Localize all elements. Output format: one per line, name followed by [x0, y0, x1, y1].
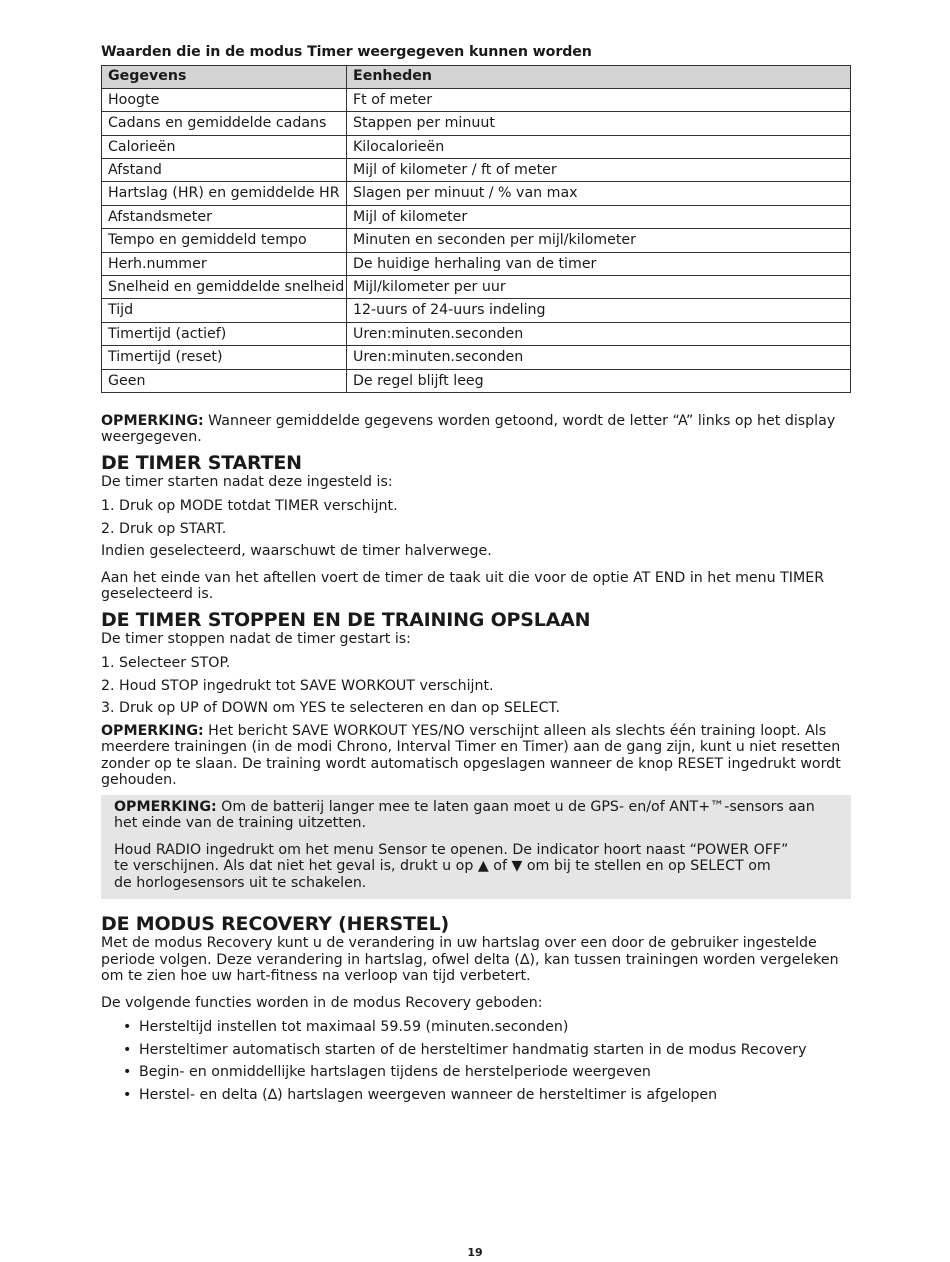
- heading-recovery-mode: DE MODUS RECOVERY (HERSTEL): [101, 913, 449, 936]
- table-row: [102, 182, 851, 205]
- list-item: 2. Houd STOP ingedrukt tot SAVE WORKOUT verschijnt.: [101, 677, 494, 694]
- heading-timer-start: DE TIMER STARTEN: [101, 451, 302, 474]
- recovery-functions-intro: De volgende functies worden in de modus Recovery geboden:: [101, 994, 543, 1011]
- table-cell: Cadans en gemiddelde cadans: [102, 112, 347, 135]
- table-cell: Mijl of kilometer / ft of meter: [347, 159, 851, 182]
- note-text: Wanneer gemiddelde gegevens worden getoond, wordt de letter “A” links op het display weergegeven.: [101, 412, 836, 446]
- timer-start-intro: De timer starten nadat deze ingesteld is:: [101, 473, 393, 490]
- list-item: • Hersteltijd instellen tot maximaal 59.59 (minuten.seconden): [123, 1019, 851, 1036]
- table-cell: Mijl/kilometer per uur: [347, 276, 851, 299]
- table-cell: Tijd: [102, 299, 347, 322]
- table-row: [102, 205, 851, 228]
- table-cell: Afstand: [102, 159, 347, 182]
- table-cell: Afstandsmeter: [102, 205, 347, 228]
- timer-start-at-end-text: Aan het einde van het aftellen voert de timer de taak uit die voor de optie AT END in het menu TIMER geselecteerd is.: [101, 569, 825, 603]
- table-cell: De regel blijft leeg: [347, 369, 851, 392]
- table-cell: Timertijd (actief): [102, 322, 347, 345]
- table-cell: Ft of meter: [347, 88, 851, 111]
- table-row: [102, 299, 851, 322]
- text-line: de horlogesensors uit te schakelen.: [114, 874, 367, 891]
- table-cell: Uren:minuten.seconden: [347, 346, 851, 369]
- timer-stop-steps: [101, 655, 851, 717]
- recovery-intro: Met de modus Recovery kunt u de verandering in uw hartslag over een door de gebruiker ingestelde periode volgen. Deze verandering in hartslag, ofwel delta (∆), kan tussen trainingen worden vergeleken om te zien hoe uw hart-fitness na verloop van tijd verbetert.: [101, 935, 839, 985]
- table-cell: Kilocalorieën: [347, 135, 851, 158]
- recovery-functions-list: [101, 1019, 851, 1103]
- note-label: OPMERKING:: [101, 412, 204, 429]
- table-cell: Herh.nummer: [102, 252, 347, 275]
- table-cell: Tempo en gemiddeld tempo: [102, 229, 347, 252]
- list-item: 1. Druk op MODE totdat TIMER verschijnt.: [101, 498, 398, 515]
- text-line: te verschijnen. Als dat niet het geval is, drukt u op ▲ of ▼ om bij te stellen en op SELECT om: [114, 858, 771, 875]
- list-item: 2. Druk op START.: [101, 520, 227, 537]
- note-save-workout: [101, 723, 851, 789]
- table-row: [102, 276, 851, 299]
- timer-start-halfway-text: Indien geselecteerd, waarschuwt de timer halverwege.: [101, 543, 492, 560]
- column-header: Gegevens: [102, 65, 347, 88]
- table-row: [102, 369, 851, 392]
- note-text: Het bericht SAVE WORKOUT YES/NO verschijnt alleen als slechts één training loopt. Als meerdere trainingen (in de modi Chrono, Interval Timer en Timer) aan de gang zijn, kunt u niet resetten zonder op te slaan. De training wordt automatisch opgeslagen wanneer de knop RESET ingedrukt wordt gehouden.: [101, 722, 841, 789]
- table-row: [102, 135, 851, 158]
- column-header: Eenheden: [347, 65, 851, 88]
- table-cell: Stappen per minuut: [347, 112, 851, 135]
- table-cell: Uren:minuten.seconden: [347, 322, 851, 345]
- table-cell: Mijl of kilometer: [347, 205, 851, 228]
- list-item: 1. Selecteer STOP.: [101, 655, 231, 672]
- battery-note-box: [101, 795, 851, 900]
- table-header-row: [102, 65, 851, 88]
- table-cell: Hoogte: [102, 88, 347, 111]
- table-cell: Timertijd (reset): [102, 346, 347, 369]
- list-item: • Begin- en onmiddellijke hartslagen tijdens de herstelperiode weergeven: [123, 1064, 851, 1081]
- table-row: [102, 229, 851, 252]
- note-battery: [114, 799, 839, 832]
- note-label: OPMERKING:: [101, 722, 204, 739]
- page-content: [101, 44, 851, 1109]
- timer-values-table: [101, 65, 851, 393]
- timer-start-steps: [101, 498, 851, 537]
- heading-timer-stop: DE TIMER STOPPEN EN DE TRAINING OPSLAAN: [101, 608, 591, 631]
- text-line: Houd RADIO ingedrukt om het menu Sensor te openen. De indicator hoort naast “POWER OFF”: [114, 841, 789, 858]
- table-cell: De huidige herhaling van de timer: [347, 252, 851, 275]
- table-row: [102, 346, 851, 369]
- table-cell: Snelheid en gemiddelde snelheid: [102, 276, 347, 299]
- table-row: [102, 112, 851, 135]
- list-item: 3. Druk op UP of DOWN om YES te selecteren en dan op SELECT.: [101, 700, 561, 717]
- note-text: Om de batterij langer mee te laten gaan moet u de GPS- en/of ANT+™-sensors aan het einde van de training uitzetten.: [114, 798, 815, 832]
- table-row: [102, 322, 851, 345]
- table-cell: Slagen per minuut / % van max: [347, 182, 851, 205]
- timer-stop-intro: De timer stoppen nadat de timer gestart is:: [101, 630, 411, 647]
- page-number: 19: [467, 1246, 483, 1259]
- note-label: OPMERKING:: [114, 798, 217, 815]
- note-average-data: [101, 413, 851, 446]
- table-row: [102, 252, 851, 275]
- table-cell: Calorieën: [102, 135, 347, 158]
- table-cell: Minuten en seconden per mijl/kilometer: [347, 229, 851, 252]
- table-row: [102, 88, 851, 111]
- list-item: • Herstel- en delta (∆) hartslagen weergeven wanneer de hersteltimer is afgelopen: [123, 1087, 851, 1104]
- table-cell: Hartslag (HR) en gemiddelde HR: [102, 182, 347, 205]
- table-cell: Geen: [102, 369, 347, 392]
- table-row: [102, 159, 851, 182]
- table-cell: 12-uurs of 24-uurs indeling: [347, 299, 851, 322]
- table-caption: Waarden die in de modus Timer weergegeven kunnen worden: [101, 44, 592, 60]
- list-item: • Hersteltimer automatisch starten of de hersteltimer handmatig starten in de modus Recovery: [123, 1042, 851, 1059]
- radio-sensor-instructions: [114, 842, 839, 892]
